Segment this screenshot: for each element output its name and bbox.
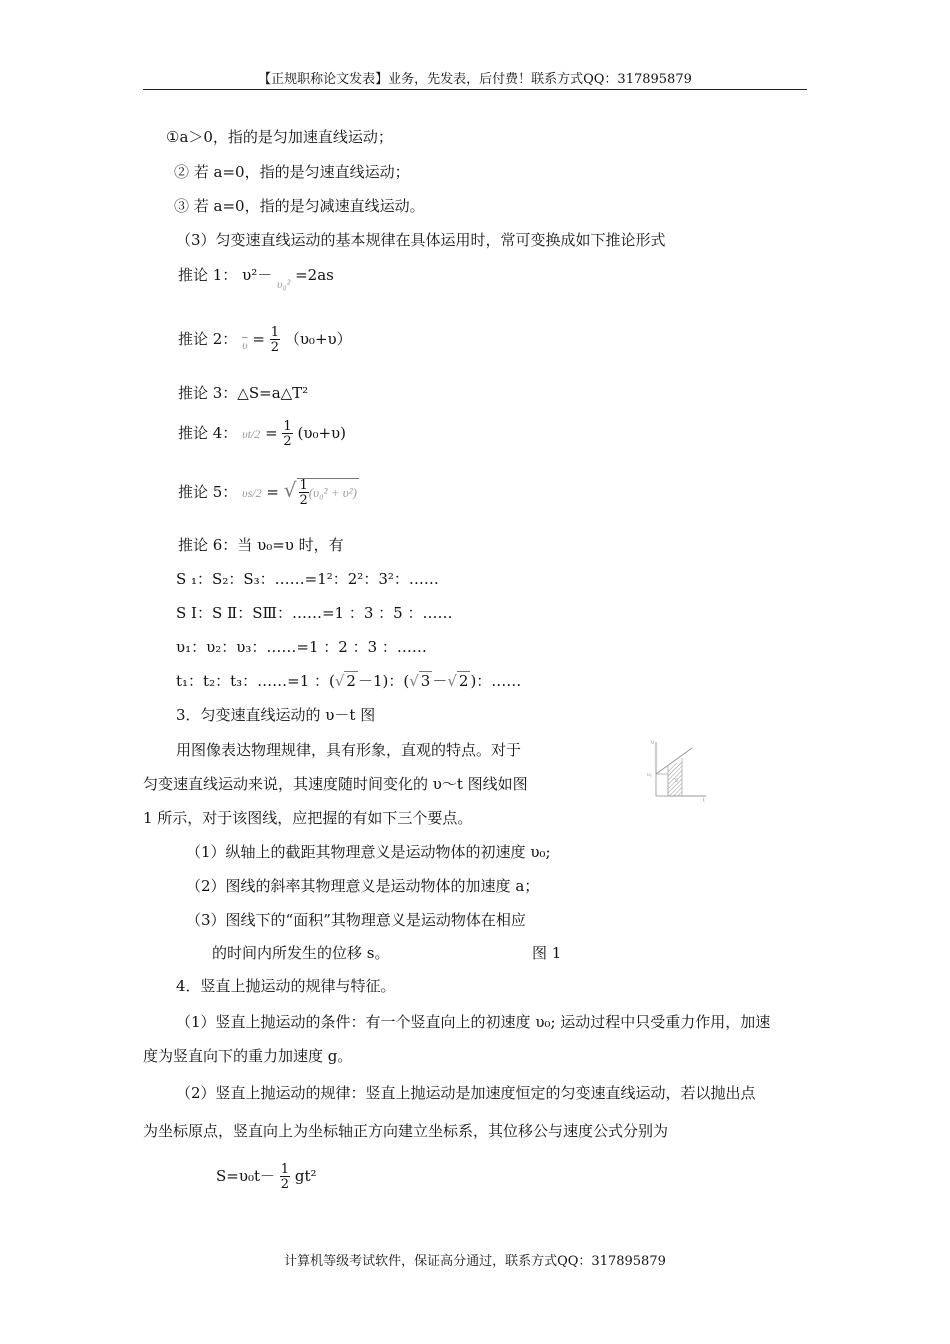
inference-2-equals: = xyxy=(252,330,265,348)
ratio-time-part-c: － xyxy=(432,672,448,690)
case-2: ② 若 a=0，指的是匀速直线运动； xyxy=(174,163,410,181)
inference-2 xyxy=(178,326,352,354)
key-point-3: （3）图线下的“面积”其物理意义是运动物体在相应 xyxy=(186,911,526,929)
area-s-label: s xyxy=(675,778,678,784)
inference-2-label: 推论 2： xyxy=(178,330,238,348)
vertical-throw-law-1: （2）竖直上抛运动的规律：竖直上抛运动是加速度恒定的匀变速直线运动，若以抛出点 xyxy=(176,1084,756,1102)
inference-3: 推论 3：△S=a△T² xyxy=(178,384,309,402)
axis-t-label: t xyxy=(703,798,705,804)
inference-5-mid-position-velocity: υs/2 xyxy=(242,486,262,500)
inference-2-mean-velocity: υ xyxy=(242,338,248,352)
header-rule xyxy=(143,89,807,90)
key-point-3-cont: 的时间内所发生的位移 s。 xyxy=(212,944,390,962)
inference-4-numerator: 1 xyxy=(283,419,292,434)
inference-4-fraction xyxy=(282,420,292,448)
case-1: ①a＞0，指的是匀加速直线运动； xyxy=(166,128,393,146)
velocity-time-figure xyxy=(644,736,712,804)
inference-5-fraction xyxy=(299,479,309,507)
ratio-displacement-total: S ₁：S₂：S₃：……=1²：2²：3²：…… xyxy=(176,570,439,588)
inference-2-tail: （υ₀+υ） xyxy=(284,330,352,348)
inference-4-denominator: 2 xyxy=(283,434,292,449)
vertical-throw-condition-1: （1）竖直上抛运动的条件：有一个竖直向上的初速度 υ₀; 运动过程中只受重力作用，加速 xyxy=(176,1013,771,1031)
key-point-1: （1）纵轴上的截距其物理意义是运动物体的初速度 υ₀; xyxy=(186,843,551,861)
paragraph-line-2: 匀变速直线运动来说，其速度随时间变化的 υ～t 图线如图 xyxy=(143,775,528,793)
sqrt-sign-icon: √ xyxy=(283,478,297,502)
paragraph-line-1: 用图像表达物理规律，具有形象，直观的特点。对于 xyxy=(176,741,522,759)
page-footer: 计算机等级考试软件，保证高分通过，联系方式QQ：317895879 xyxy=(284,1254,666,1269)
ratio-time-part-b: －1)：( xyxy=(357,672,410,690)
inference-5-radicand-tail: (υ₀² + υ²) xyxy=(308,485,357,500)
sqrt-sign-icon: √ xyxy=(334,672,345,690)
displacement-formula-fraction xyxy=(280,1163,290,1191)
ratio-time-part-d: )：…… xyxy=(470,672,522,690)
ratio-velocity: υ₁：υ₂：υ₃：……=1 ：2 ：3 ：…… xyxy=(176,638,427,656)
ratio-displacement-interval: S Ⅰ：S Ⅱ：SⅢ：……=1 ：3 ：5 ：…… xyxy=(176,604,453,622)
sqrt-sign-icon: √ xyxy=(447,672,457,690)
displacement-formula-a: S=υ₀t－ xyxy=(216,1167,276,1185)
inference-5-equals: = xyxy=(266,483,279,501)
section-4-heading: 4．竖直上抛运动的规律与特征。 xyxy=(176,977,396,995)
inference-1-v-squared: υ²－ xyxy=(242,266,273,284)
inference-2-fraction xyxy=(270,326,280,354)
inference-1-v0-squared: υ₀² xyxy=(277,277,291,291)
ratio-time xyxy=(176,671,521,690)
inference-4-label: 推论 4： xyxy=(178,424,238,442)
page-header: 【正规职称论文发表】业务，先发表，后付费！联系方式QQ：317895879 xyxy=(258,72,692,87)
ratio-time-part-a: t₁：t₂：t₃：……=1 ：( xyxy=(176,672,335,690)
inference-4-equals: = xyxy=(265,424,278,442)
inference-4 xyxy=(178,420,346,448)
inference-5-numerator: 1 xyxy=(299,478,308,493)
v0-label: υ₀ xyxy=(647,772,652,778)
paragraph-line-3: 1 所示，对于该图线，应把握的有如下三个要点。 xyxy=(143,809,473,827)
ratio-time-sqrt2b: 2 xyxy=(458,672,469,690)
inference-6: 推论 6：当 υ₀=υ 时，有 xyxy=(178,536,344,554)
displacement-formula-b: gt² xyxy=(294,1167,317,1185)
ratio-time-sqrt2: 2 xyxy=(346,672,356,690)
key-point-2: （2）图线的斜率其物理意义是运动物体的加速度 a； xyxy=(186,877,540,895)
displacement-formula-denominator: 2 xyxy=(280,1177,290,1192)
inference-5-radicand xyxy=(297,478,359,507)
inference-5-label: 推论 5： xyxy=(178,483,238,501)
inference-4-tail: (υ₀+υ) xyxy=(297,424,347,442)
inference-1-label: 推论 1： xyxy=(178,266,238,284)
vertical-throw-condition-2: 度为竖直向下的重力加速度 g。 xyxy=(143,1047,353,1065)
displacement-formula xyxy=(216,1163,317,1191)
ratio-time-sqrt3: 3 xyxy=(420,672,431,690)
inference-5 xyxy=(178,478,359,507)
inference-1 xyxy=(178,266,334,291)
inference-2-numerator: 1 xyxy=(270,325,280,340)
section-3-heading: 3．匀变速直线运动的 υ－t 图 xyxy=(176,706,376,724)
item-3-intro: （3）匀变速直线运动的基本规律在具体运用时，常可变换成如下推论形式 xyxy=(176,231,666,249)
inference-4-mid-time-velocity: υt/2 xyxy=(242,427,261,441)
case-3: ③ 若 a=0，指的是匀减速直线运动。 xyxy=(174,197,425,215)
inference-2-denominator: 2 xyxy=(270,340,280,355)
vertical-throw-law-2: 为坐标原点，竖直向上为坐标轴正方向建立坐标系，其位移公与速度公式分别为 xyxy=(143,1122,669,1140)
figure-caption: 图 1 xyxy=(532,944,562,962)
displacement-formula-numerator: 1 xyxy=(280,1162,290,1177)
axis-v-label: υ xyxy=(651,740,655,746)
inference-1-rhs: =2as xyxy=(295,266,334,284)
initial-rectangle xyxy=(656,774,668,796)
sqrt-sign-icon: √ xyxy=(409,672,419,690)
inference-5-denominator: 2 xyxy=(299,493,308,508)
